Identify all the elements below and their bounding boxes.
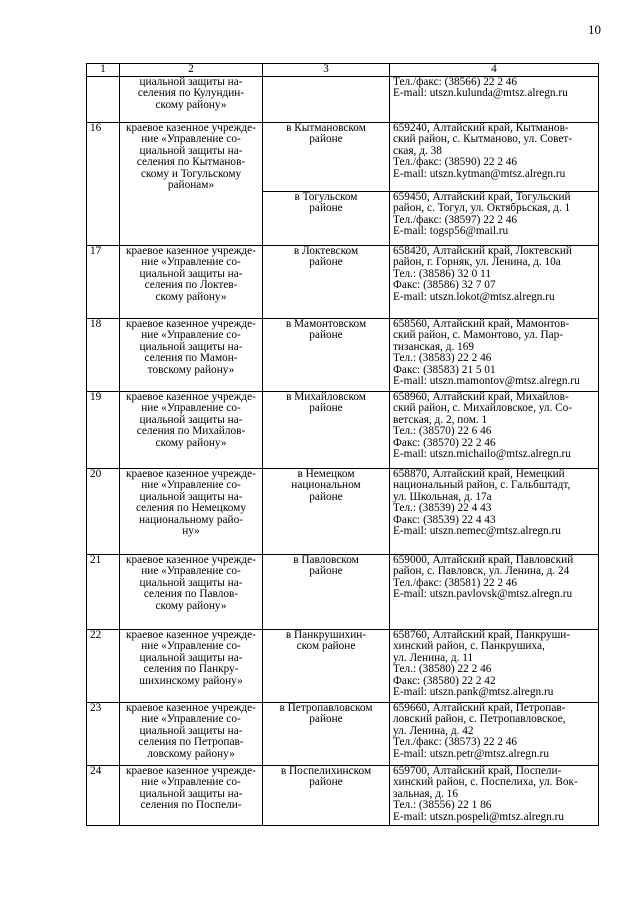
row-number-cell: 22 <box>87 629 120 702</box>
district-cell: в Поспелихинском районе <box>263 765 390 825</box>
column-number: 2 <box>120 64 263 77</box>
column-number: 3 <box>263 64 390 77</box>
contact-cell: 659660, Алтайский край, Петропав- ловский район, с. Петропавловское, ул. Ленина, д. 42 Тел./факс: (38573) 22 2 46 E-mail: utszn.petr@mtsz.alregn.ru <box>390 702 599 765</box>
table-row <box>87 629 599 702</box>
institutions-table <box>86 63 599 826</box>
organization-cell: краевое казенное учрежде- ние «Управление со- циальной защиты на- селения по Немецкому национальному райо- ну» <box>120 468 263 554</box>
row-number-cell: 23 <box>87 702 120 765</box>
district-cell: в Немецком национальном районе <box>263 468 390 554</box>
table-row <box>87 391 599 468</box>
organization-cell: краевое казенное учрежде- ние «Управление со- циальной защиты на- селения по Михайлов- скому району» <box>120 391 263 468</box>
organization-cell: краевое казенное учрежде- ние «Управление со- циальной защиты на- селения по Павлов- скому району» <box>120 554 263 629</box>
row-number-cell: 24 <box>87 765 120 825</box>
district-cell: в Тогульском районе <box>263 191 390 245</box>
district-cell: в Мамонтовском районе <box>263 318 390 391</box>
organization-cell: краевое казенное учрежде- ние «Управление со- циальной защиты на- селения по Локтев- скому району» <box>120 245 263 318</box>
contact-cell: 658960, Алтайский край, Михайлов- ский район, с. Михайловское, ул. Со- ветская, д. 2, пом. 1 Тел.: (38570) 22 6 46 Факс: (38570) 22 2 46 E-mail: utszn.michailo@mtsz.alregn.ru <box>390 391 599 468</box>
contact-cell: 659450, Алтайский край, Тогульский район, с. Тогул, ул. Октябрьская, д. 1 Тел./факс: (38597) 22 2 46 E-mail: togsp56@mail.ru <box>390 191 599 245</box>
contact-cell: 658560, Алтайский край, Мамонтов- ский район, с. Мамонтово, ул. Пар- тизанская, д. 169 Тел.: (38583) 22 2 46 Факс: (38583) 21 5 01 E-mail: utszn.mamontov@mtsz.alregn.ru <box>390 318 599 391</box>
organization-cell: краевое казенное учрежде- ние «Управление со- циальной защиты на- селения по Мамон- товскому району» <box>120 318 263 391</box>
district-cell: в Петропавловском районе <box>263 702 390 765</box>
row-number-cell: 16 <box>87 122 120 245</box>
table-row <box>87 702 599 765</box>
page-number: 10 <box>588 22 601 37</box>
district-cell: в Кытмановском районе <box>263 122 390 191</box>
column-number: 4 <box>390 64 599 77</box>
table-row <box>87 318 599 391</box>
organization-cell: краевое казенное учрежде- ние «Управление со- циальной защиты на- селения по Петропав- ловскому району» <box>120 702 263 765</box>
contact-cell: 659700, Алтайский край, Поспели- хинский район, с. Поспелиха, ул. Вок- зальная, д. 16 Тел.: (38556) 22 1 86 E-mail: utszn.pospeli@mtsz.alregn.ru <box>390 765 599 825</box>
row-number-cell: 17 <box>87 245 120 318</box>
table-row <box>87 468 599 554</box>
table-row <box>87 554 599 629</box>
column-number: 1 <box>87 64 120 77</box>
row-number-cell <box>87 76 120 122</box>
contact-cell: Тел./факс: (38566) 22 2 46 E-mail: utszn.kulunda@mtsz.alregn.ru <box>390 76 599 122</box>
row-number-cell: 19 <box>87 391 120 468</box>
contact-cell: 658870, Алтайский край, Немецкий национальный район, с. Гальбштадт, ул. Школьная, д. 17а Тел.: (38539) 22 4 43 Факс: (38539) 22 4 43 E-mail: utszn.nemec@mtsz.alregn.ru <box>390 468 599 554</box>
column-number-row <box>87 64 599 77</box>
organization-cell: краевое казенное учрежде- ние «Управление со- циальной защиты на- селения по Панкру- шихинскому району» <box>120 629 263 702</box>
row-number-cell: 21 <box>87 554 120 629</box>
organization-cell: циальной защиты на- селения по Кулундин- скому району» <box>120 76 263 122</box>
contact-cell: 659240, Алтайский край, Кытманов- ский район, с. Кытманово, ул. Совет- ская, д. 38 Тел./факс: (38590) 22 2 46 E-mail: utszn.kytman@mtsz.alregn.ru <box>390 122 599 191</box>
district-cell: в Михайловском районе <box>263 391 390 468</box>
row-number-cell: 18 <box>87 318 120 391</box>
district-cell: в Павловском районе <box>263 554 390 629</box>
contact-cell: 659000, Алтайский край, Павловский район, с. Павловск, ул. Ленина, д. 24 Тел./факс: (38581) 22 2 46 E-mail: utszn.pavlovsk@mtsz.alregn.ru <box>390 554 599 629</box>
contact-cell: 658420, Алтайский край, Локтевский район, г. Горняк, ул. Ленина, д. 10а Тел.: (38586) 32 0 11 Факс: (38586) 32 7 07 E-mail: utszn.lokot@mtsz.alregn.ru <box>390 245 599 318</box>
table-row <box>87 76 599 122</box>
district-cell: в Панкрушихин- ском районе <box>263 629 390 702</box>
district-cell: в Локтевском районе <box>263 245 390 318</box>
table-row <box>87 245 599 318</box>
contact-cell: 658760, Алтайский край, Панкруши- хинский район, с. Панкрушиха, ул. Ленина, д. 11 Тел.: (38580) 22 2 46 Факс: (38580) 22 2 42 E-mail: utszn.pank@mtsz.alregn.ru <box>390 629 599 702</box>
organization-cell: краевое казенное учрежде- ние «Управление со- циальной защиты на- селения по Кытманов- скому и Тогульскому районам» <box>120 122 263 245</box>
table-row <box>87 765 599 825</box>
table-row <box>87 122 599 191</box>
district-cell <box>263 76 390 122</box>
organization-cell: краевое казенное учрежде- ние «Управление со- циальной защиты на- селения по Поспели- <box>120 765 263 825</box>
row-number-cell: 20 <box>87 468 120 554</box>
